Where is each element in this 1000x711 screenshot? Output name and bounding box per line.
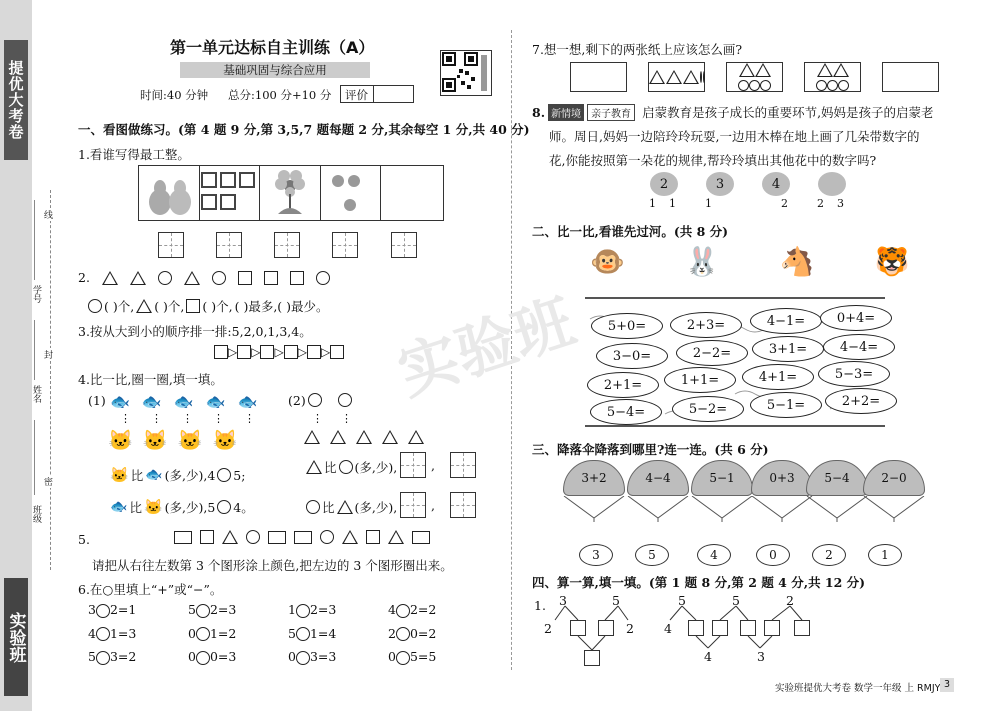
river-stone[interactable]: 1+1=	[664, 367, 736, 393]
compare-word: 比	[322, 500, 335, 515]
landing-ball[interactable]: 1	[868, 544, 902, 566]
number-flower	[815, 172, 851, 214]
q7-text: 7.想一想,剩下的两张纸上应该怎么画?	[532, 42, 743, 57]
river-stone[interactable]: 4−4=	[823, 334, 895, 360]
tree2-top-3: 2	[786, 593, 794, 608]
q2-blank-circle[interactable]: ( )个,	[104, 299, 135, 314]
q6-left: 3	[88, 602, 96, 617]
flower-leaf-right: 1	[669, 197, 676, 210]
q4-compare-3	[306, 458, 397, 476]
circle-shape	[308, 393, 322, 407]
operator-circle[interactable]	[396, 651, 410, 665]
operator-circle[interactable]	[96, 651, 110, 665]
number-flower	[703, 172, 739, 214]
pattern-card	[804, 62, 861, 92]
compare-word: 比	[130, 468, 144, 483]
q5-shapes	[174, 530, 430, 544]
flower-leaf-left: 2	[817, 197, 824, 210]
tree-answer-box[interactable]	[598, 620, 614, 636]
circle-shape	[838, 80, 849, 91]
q6-item	[188, 649, 288, 665]
circle-shape	[703, 71, 705, 83]
pattern-row	[816, 77, 849, 92]
evaluation-box	[340, 85, 414, 103]
dots-row: ⋮⋮⋮⋮⋮	[120, 412, 275, 425]
tree1-top-left: 3	[559, 593, 567, 608]
operator-circle[interactable]	[196, 651, 210, 665]
cat-icon: 🐱	[108, 428, 133, 452]
binding-strip	[0, 0, 78, 711]
q6-right: 0=2	[409, 625, 437, 641]
triangle-shape	[755, 63, 771, 77]
brand-label-top: 提优大考卷	[4, 40, 28, 160]
answer-box[interactable]	[237, 345, 251, 359]
flower-row	[647, 172, 851, 214]
answer-box[interactable]	[284, 345, 298, 359]
pattern-card	[648, 62, 705, 92]
answer-circle[interactable]	[217, 500, 231, 514]
q2-answers	[88, 297, 329, 315]
q1-text: 1.看谁写得最工整。	[78, 147, 190, 162]
writing-grid[interactable]	[391, 232, 417, 258]
gt-sign: ▷	[320, 345, 331, 359]
q6-left: 0	[188, 625, 196, 641]
tree2-top-1: 5	[678, 593, 686, 608]
operator-circle[interactable]	[196, 604, 210, 618]
flower-leaf-left: 1	[705, 197, 712, 210]
operator-circle[interactable]	[396, 604, 410, 618]
q8-line2: 师。周日,妈妈一边陪玲玲玩耍,一边用木棒在地上画了几朵带数字的	[549, 129, 920, 144]
tree2-top-2: 5	[732, 593, 740, 608]
square-shape[interactable]	[366, 530, 380, 544]
q6-right: 0=3	[209, 649, 237, 664]
operator-circle[interactable]	[396, 627, 410, 641]
number-flower	[647, 172, 683, 214]
gt-sign: ▷	[297, 345, 307, 359]
q2-blank-most-least[interactable]: ( )最多,( )最少。	[234, 299, 329, 314]
horse-icon: 🐴	[779, 245, 815, 278]
q6-left: 4	[88, 625, 96, 641]
square-shape[interactable]	[200, 530, 214, 544]
q5-number: 5.	[78, 532, 90, 547]
circle-shape	[158, 271, 172, 285]
rectangle-shape[interactable]	[294, 531, 312, 544]
parachute[interactable]: 5−4	[806, 460, 868, 496]
q6-item	[188, 602, 288, 618]
circle-shape	[88, 299, 102, 313]
answer-box[interactable]	[214, 345, 228, 359]
circle-shape	[700, 71, 702, 83]
parachute[interactable]: 4−4	[627, 460, 689, 496]
triangle-shape	[102, 271, 118, 285]
q6-item	[288, 602, 388, 618]
field-line	[34, 200, 35, 280]
square-shape	[264, 271, 278, 285]
page-title: 第一单元达标自主训练（A）	[170, 38, 375, 57]
fish-icon: 🐟	[110, 392, 130, 411]
triangle-shape	[408, 430, 424, 444]
cups-cell	[200, 166, 261, 220]
q6-item	[188, 626, 288, 642]
circle-shape	[827, 80, 838, 91]
landing-ball[interactable]: 0	[756, 544, 790, 566]
pears-cell	[139, 166, 200, 220]
fish-icon: 🐟	[205, 392, 226, 411]
triangle-shape	[184, 271, 200, 285]
answer-circle[interactable]	[217, 468, 231, 482]
q4-part2-label: (2)	[288, 393, 306, 408]
triangle-shape	[337, 500, 353, 514]
parachute[interactable]: 0+3	[751, 460, 813, 496]
field-label-id: 学号	[31, 285, 41, 303]
fish-icon: 🐟	[110, 499, 128, 515]
fish-icon: 🐟	[237, 392, 258, 411]
triangle-shape	[382, 430, 398, 444]
section-4-heading: 四、算一算,填一填。(第 1 题 8 分,第 2 题 4 分,共 12 分)	[532, 575, 866, 590]
tree2-bottom-2: 3	[757, 649, 765, 664]
writing-grid[interactable]	[332, 232, 358, 258]
q6-right: 1=4	[309, 625, 337, 641]
field-line	[34, 320, 35, 380]
compare-tail: 5;	[233, 467, 246, 483]
flower-leaf-right: 2	[781, 197, 788, 210]
q8-header	[532, 103, 934, 121]
field-label-name: 姓名	[31, 385, 41, 403]
q6-item	[88, 649, 188, 665]
flower-head[interactable]	[818, 172, 846, 196]
compare-blank[interactable]: (多,少),4	[164, 468, 216, 483]
answer-grid[interactable]	[450, 452, 476, 478]
circle-shape	[738, 80, 749, 91]
q8-tag-topic: 亲子教育	[587, 104, 635, 121]
q2-shapes	[78, 270, 330, 285]
fish-row	[110, 392, 258, 411]
operator-circle[interactable]	[296, 627, 310, 641]
flower-head: 2	[650, 172, 678, 196]
fish-icon: 🐟	[145, 467, 163, 483]
blank-card[interactable]	[570, 62, 627, 92]
circle-shape	[316, 271, 330, 285]
field-line	[34, 420, 35, 495]
q7-cards	[570, 62, 939, 92]
triangle-shape	[304, 430, 320, 444]
answer-grid[interactable]	[400, 492, 426, 518]
tree-answer-box[interactable]	[712, 620, 728, 636]
watermark: 实验班	[390, 286, 583, 409]
section-2-heading: 二、比一比,看谁先过河。(共 8 分)	[532, 224, 729, 239]
river-stone[interactable]: 5−2=	[672, 396, 744, 422]
operator-circle[interactable]	[96, 627, 110, 641]
tiger-icon: 🐯	[874, 245, 910, 278]
q6-item	[388, 602, 488, 618]
tree-answer-box[interactable]	[570, 620, 586, 636]
pattern-row	[817, 62, 849, 78]
q6-right: 5=5	[409, 649, 437, 664]
pattern-card	[726, 62, 783, 92]
cat-row	[108, 428, 238, 452]
q1-picture-row	[138, 165, 444, 221]
pattern-row	[738, 77, 771, 92]
gt-sign: ▷	[251, 345, 261, 359]
page-subtitle: 基础巩固与综合应用	[180, 62, 370, 78]
triangle-shape	[833, 63, 849, 77]
tree-answer-box[interactable]	[764, 620, 780, 636]
cat-icon: 🐱	[177, 428, 203, 452]
parachute[interactable]: 3+2	[563, 460, 625, 496]
cat-icon: 🐱	[212, 428, 238, 452]
q6-right: 2=2	[409, 602, 437, 617]
comma: ,	[431, 498, 435, 513]
q6-left: 0	[288, 649, 296, 664]
q6-right: 1=2	[209, 625, 237, 641]
circle-shape	[338, 393, 352, 407]
triangle-shape	[130, 271, 146, 285]
answer-grid[interactable]	[400, 452, 426, 478]
circle-shape	[212, 271, 226, 285]
operator-circle[interactable]	[196, 627, 210, 641]
q6-left: 2	[388, 625, 396, 641]
q4-compare-2	[110, 498, 254, 516]
chick-icon	[326, 169, 376, 217]
operator-circle[interactable]	[96, 604, 110, 618]
circle-shape	[760, 80, 771, 91]
compare-word: 比	[324, 460, 337, 475]
river-stone[interactable]: 4+1=	[742, 364, 814, 390]
q6-right: 2=3	[209, 602, 237, 617]
number-tree-2-lines	[660, 600, 810, 668]
q5-text: 请把从右往左数第 3 个图形涂上颜色,把左边的 3 个图形圈出来。	[92, 558, 453, 573]
triangle-shape	[356, 430, 372, 444]
dots-row: ⋮⋮	[312, 412, 370, 425]
square-shape	[238, 271, 252, 285]
rabbit-icon: 🐰	[684, 245, 720, 278]
tree-answer-box[interactable]	[584, 650, 600, 666]
triangle-shape	[666, 70, 682, 84]
compare-blank[interactable]: (多,少),5	[164, 500, 216, 515]
q6-left: 5	[88, 649, 96, 664]
answer-box[interactable]	[330, 345, 344, 359]
pattern-row	[739, 62, 771, 78]
tree1-right-leaf: 2	[626, 621, 634, 636]
triangle-shape	[136, 299, 152, 313]
cut-word: 封	[44, 348, 53, 361]
q6-text: 6.在○里填上“+”或“−”。	[78, 582, 223, 597]
q6-left: 5	[288, 625, 296, 641]
number-flower	[759, 172, 795, 214]
tree-answer-box[interactable]	[688, 620, 704, 636]
tree1-left-leaf: 2	[544, 621, 552, 636]
q3-text: 3.按从大到小的顺序排一排:5,2,0,1,3,4。	[78, 324, 312, 339]
landing-ball[interactable]: 3	[579, 544, 613, 566]
river-stone[interactable]: 2+3=	[670, 312, 742, 338]
tree2-left-leaf: 4	[664, 621, 672, 636]
q2-number: 2.	[78, 270, 90, 285]
square-shape	[186, 299, 200, 313]
flower-leaf-left: 1	[649, 197, 656, 210]
river-stone[interactable]: 3+1=	[752, 336, 824, 362]
evaluation-divider	[373, 86, 374, 102]
triangle-shape	[683, 70, 699, 84]
q6-right: 1=3	[109, 625, 137, 641]
time-info: 时间:40 分钟	[140, 88, 209, 102]
triangle-shape	[649, 70, 665, 84]
compare-tail: 4。	[233, 500, 254, 515]
circle-row	[308, 393, 352, 407]
writing-grid[interactable]	[274, 232, 300, 258]
flower-icon	[268, 170, 312, 216]
q6-left: 0	[388, 649, 396, 664]
monkey-icon: 🐵	[590, 245, 625, 278]
river-stone[interactable]: 4−1=	[750, 308, 822, 334]
q6-right: 2=1	[109, 602, 137, 617]
circle-shape	[306, 500, 320, 514]
rectangle-shape[interactable]	[174, 531, 192, 544]
footer-text: 实验班提优大考卷 数学一年级 上 RMJY	[775, 683, 941, 694]
triangle-shape	[306, 460, 322, 474]
q2-blank-square[interactable]: ( )个,	[202, 299, 233, 314]
triangle-shape[interactable]	[388, 530, 404, 544]
q2-blank-triangle[interactable]: ( )个,	[154, 299, 185, 314]
q3-chain	[214, 345, 344, 359]
river-stone[interactable]: 2+1=	[587, 372, 659, 398]
cat-icon: 🐱	[142, 428, 168, 452]
chicks-cell	[321, 166, 382, 220]
tree2-bottom-1: 4	[704, 649, 712, 664]
operator-circle[interactable]	[296, 651, 310, 665]
triangle-shape[interactable]	[222, 530, 238, 544]
q4-compare-4	[306, 498, 397, 516]
gt-sign: ▷	[228, 345, 238, 359]
flower-head: 4	[762, 172, 790, 196]
triangle-row	[304, 430, 424, 444]
q6-item	[88, 602, 188, 618]
q4-text: 4.比一比,圈一圈,填一填。	[78, 372, 223, 387]
river-stone[interactable]: 5−1=	[750, 392, 822, 418]
triangle-shape	[739, 63, 755, 77]
fish-icon: 🐟	[141, 392, 162, 411]
pear-icon	[144, 170, 194, 216]
river-stone[interactable]: 0+4=	[820, 305, 892, 331]
q6-grid	[88, 602, 488, 665]
compare-word: 比	[129, 500, 142, 515]
cut-word: 密	[44, 475, 53, 488]
river-stone[interactable]: 5−4=	[590, 399, 662, 425]
score-info: 总分:100 分+10 分	[228, 88, 332, 102]
animal-row	[590, 245, 910, 278]
qr-code	[440, 50, 492, 96]
flower-leaf-right: 3	[837, 197, 844, 210]
circle-shape[interactable]	[246, 530, 260, 544]
q6-item	[288, 649, 388, 665]
rectangle-shape[interactable]	[412, 531, 430, 544]
operator-circle[interactable]	[296, 604, 310, 618]
page-number: 3	[940, 678, 954, 692]
flower-cell	[260, 166, 321, 220]
q8-number: 8.	[532, 104, 546, 120]
gt-sign: ▷	[274, 345, 284, 359]
q6-left: 4	[388, 602, 396, 617]
circle-shape	[339, 460, 353, 474]
landing-ball[interactable]: 5	[635, 544, 669, 566]
section-3-heading: 三、降落伞降落到哪里?连一连。(共 6 分)	[532, 442, 769, 457]
comma: ,	[431, 458, 435, 473]
q6-item	[88, 626, 188, 642]
tree-answer-box[interactable]	[740, 620, 756, 636]
q6-left: 1	[288, 602, 296, 617]
fish-icon: 🐟	[173, 392, 194, 411]
triangle-shape	[330, 430, 346, 444]
q6-left: 0	[188, 649, 196, 664]
section-1-heading: 一、看图做练习。(第 4 题 9 分,第 3,5,7 题每题 2 分,其余每空 1 分,共 40 分)	[78, 122, 530, 137]
circle-shape	[749, 80, 760, 91]
flower-head: 3	[706, 172, 734, 196]
writing-grid[interactable]	[158, 232, 184, 258]
landing-ball[interactable]: 4	[697, 544, 731, 566]
q6-item	[388, 649, 488, 665]
evaluation-label: 评价	[345, 88, 368, 102]
q6-left: 5	[188, 602, 196, 617]
cat-icon: 🐱	[110, 466, 129, 484]
river-stone[interactable]: 2−2=	[676, 340, 748, 366]
q6-item	[388, 626, 488, 642]
answer-box[interactable]	[260, 345, 274, 359]
river-stone[interactable]: 5−3=	[818, 361, 890, 387]
circle-shape	[816, 80, 827, 91]
tree-answer-box[interactable]	[794, 620, 810, 636]
blank-card[interactable]	[882, 62, 939, 92]
parachute-ropes	[560, 496, 930, 522]
brand-label-bottom: 实验班	[4, 578, 28, 696]
circle-shape[interactable]	[320, 530, 334, 544]
answer-grid[interactable]	[450, 492, 476, 518]
river-stone[interactable]: 2+2=	[825, 388, 897, 414]
compare-blank[interactable]: (多,少),	[354, 460, 398, 475]
q8-line3: 花,你能按照第一朵花的规律,帮玲玲填出其他花中的数字吗?	[549, 153, 877, 168]
triangle-shape	[817, 63, 833, 77]
cut-word: 线	[44, 208, 53, 221]
cup-icon	[200, 169, 258, 217]
river-stone[interactable]: 3−0=	[596, 343, 668, 369]
tree1-top-right: 5	[612, 593, 620, 608]
q6-right: 2=3	[309, 602, 337, 617]
qr-code-icon	[441, 51, 491, 95]
field-label-class: 班级	[31, 505, 41, 523]
answer-box[interactable]	[307, 345, 321, 359]
cat-icon: 🐱	[143, 498, 163, 516]
q8-line1: 启蒙教育是孩子成长的重要环节,妈妈是孩子的启蒙老	[642, 105, 934, 120]
parachute[interactable]: 2−0	[863, 460, 925, 496]
compare-blank[interactable]: (多,少),	[354, 500, 398, 515]
q6-item	[288, 626, 388, 642]
landing-ball[interactable]: 2	[812, 544, 846, 566]
empty-cell	[381, 166, 443, 220]
q4-compare-1	[110, 466, 245, 484]
river-stone[interactable]: 5+0=	[591, 313, 663, 339]
q6-right: 3=3	[309, 649, 337, 664]
q8-tag-new: 新情境	[548, 104, 584, 121]
s4-item-number: 1.	[534, 598, 546, 613]
q6-right: 3=2	[109, 649, 137, 664]
parachute[interactable]: 5−1	[691, 460, 753, 496]
q4-part1-label: (1)	[88, 393, 106, 408]
cut-line	[50, 190, 51, 570]
triangle-shape[interactable]	[342, 530, 358, 544]
square-shape	[290, 271, 304, 285]
writing-grid[interactable]	[216, 232, 242, 258]
rectangle-shape[interactable]	[268, 531, 286, 544]
